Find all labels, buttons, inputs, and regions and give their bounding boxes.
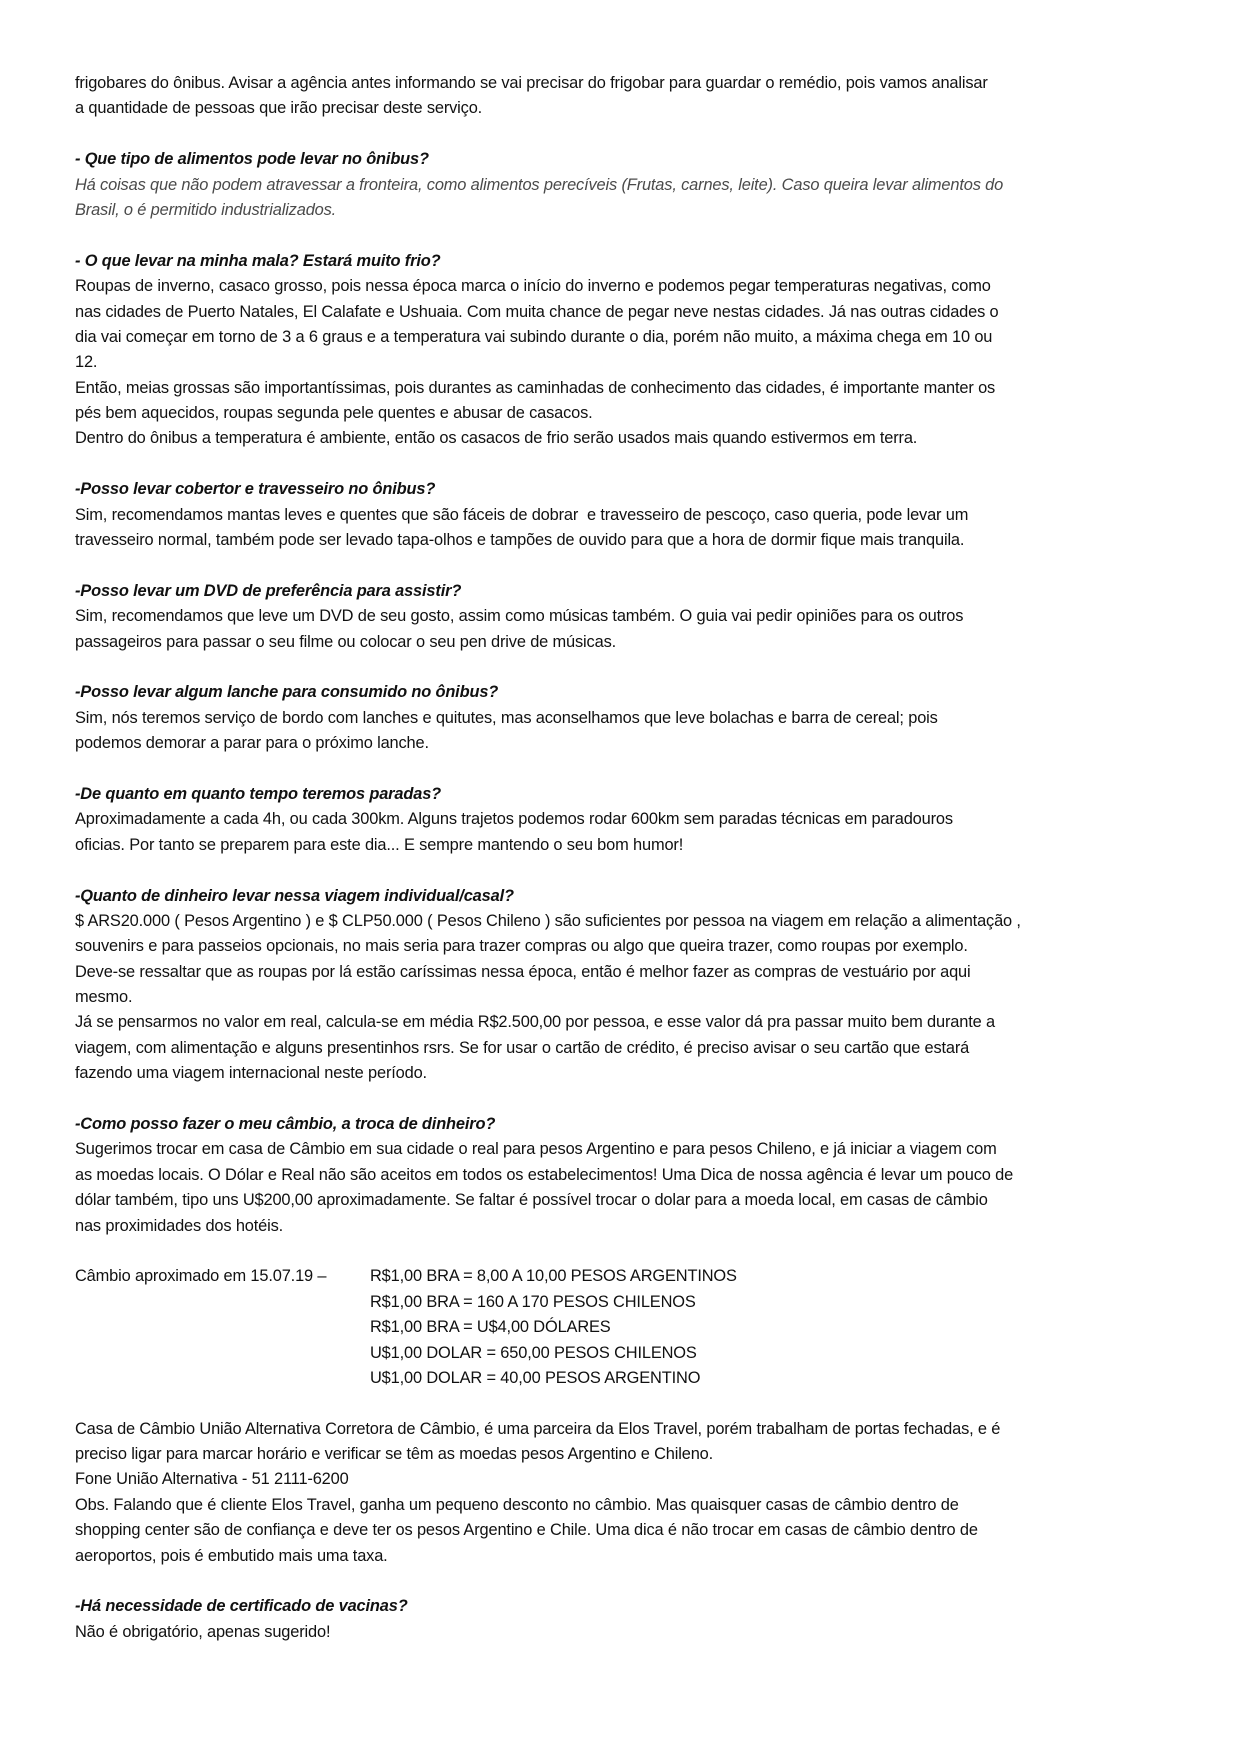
text-line: preciso ligar para marcar horário e verificar se têm as moedas pesos Argentino e Chileno. (75, 1445, 714, 1464)
faq-question: -Posso levar algum lanche para consumido no ônibus? (75, 683, 499, 702)
faq-answer-line: Brasil, o é permitido industrializados. (75, 200, 337, 219)
faq-answer-line: Roupas de inverno, casaco grosso, pois nessa época marca o início do inverno e podemos pegar temperaturas negativas, como (75, 277, 991, 296)
faq-answer-line: Então, meias grossas são importantíssimas, pois durantes as caminhadas de conhecimento das cidades, é importante manter os (75, 378, 996, 397)
faq-answer-line: travesseiro normal, também pode ser levado tapa-olhos e tampões de ouvido para que a hora de dormir fique mais tranquila. (75, 531, 965, 550)
faq-item-snack (75, 680, 1165, 756)
faq-answer-line: nas cidades de Puerto Natales, El Calafate e Ushuaia. Com muita chance de pegar neve nestas cidades. Já nas outras cidades o (75, 302, 999, 321)
faq-answer-line: fazendo uma viagem internacional neste período. (75, 1064, 427, 1083)
exchange-rate-row (75, 1315, 1165, 1340)
phone-line: Fone União Alternativa - 51 2111-6200 (75, 1470, 349, 1489)
faq-item-vaccine (75, 1594, 1165, 1645)
faq-answer-line: Aproximadamente a cada 4h, ou cada 300km. Alguns trajetos podemos rodar 600km sem paradas técnicas em paradouros (75, 810, 953, 829)
text-line: a quantidade de pessoas que irão precisar deste serviço. (75, 99, 483, 118)
faq-answer-line: as moedas locais. O Dólar e Real não são aceitos em todos os estabelecimentos! Uma Dica de nossa agência é levar um pouco de (75, 1165, 1014, 1184)
document-page (75, 71, 1165, 1645)
faq-item-money (75, 884, 1165, 1087)
text-line: Obs. Falando que é cliente Elos Travel, ganha um pequeno desconto no câmbio. Mas quaisquer casas de câmbio dentro de (75, 1495, 959, 1514)
exchange-rates (75, 1264, 1165, 1391)
text-line: frigobares do ônibus. Avisar a agência antes informando se vai precisar do frigobar para guardar o remédio, pois vamos analisar (75, 74, 988, 92)
faq-question: -Quanto de dinheiro levar nessa viagem individual/casal? (75, 886, 514, 905)
intro-paragraph (75, 71, 1165, 122)
faq-question: -De quanto em quanto tempo teremos paradas? (75, 784, 442, 803)
faq-answer-line: pés bem aquecidos, roupas segunda pele quentes e abusar de casacos. (75, 404, 593, 423)
faq-answer-line: Sim, nós teremos serviço de bordo com lanches e quitutes, mas aconselhamos que leve bolachas e barra de cereal; pois (75, 708, 938, 727)
faq-answer-line: dia vai começar em torno de 3 a 6 graus e a temperatura vai subindo durante o dia, porém não muito, a máxima chega em 10 ou (75, 327, 993, 346)
faq-item-luggage (75, 249, 1165, 452)
exchange-rate-row (75, 1264, 1165, 1289)
exchange-rate: R$1,00 BRA = U$4,00 DÓLARES (370, 1318, 611, 1337)
faq-item-exchange (75, 1112, 1165, 1239)
faq-answer-line: nas proximidades dos hotéis. (75, 1216, 284, 1235)
faq-answer-line: oficias. Por tanto se preparem para este dia... E sempre mantendo o seu bom humor! (75, 835, 684, 854)
faq-question: -Há necessidade de certificado de vacinas? (75, 1597, 408, 1616)
exchange-rate: U$1,00 DOLAR = 650,00 PESOS CHILENOS (370, 1343, 697, 1362)
faq-item-dvd (75, 579, 1165, 655)
exchange-rate-row (75, 1366, 1165, 1391)
faq-answer-line: Não é obrigatório, apenas sugerido! (75, 1622, 331, 1641)
exchange-rate-label: Câmbio aproximado em 15.07.19 – (75, 1267, 331, 1286)
faq-question: -Posso levar cobertor e travesseiro no ônibus? (75, 480, 436, 499)
faq-question: -Como posso fazer o meu câmbio, a troca de dinheiro? (75, 1115, 496, 1134)
faq-item-stops (75, 782, 1165, 858)
faq-answer-line: Deve-se ressaltar que as roupas por lá estão caríssimas nessa época, então é melhor fazer as compras de vestuário por aqui (75, 962, 971, 981)
faq-answer-line: podemos demorar a parar para o próximo lanche. (75, 734, 429, 753)
exchange-rate-row (75, 1341, 1165, 1366)
faq-answer-line: Sugerimos trocar em casa de Câmbio em sua cidade o real para pesos Argentino e para pesos Chileno, e já iniciar a viagem com (75, 1140, 997, 1159)
faq-item-blanket (75, 477, 1165, 553)
faq-answer-line: Há coisas que não podem atravessar a fronteira, como alimentos perecíveis (Frutas, carnes, leite). Caso queira levar alimentos do (75, 175, 1004, 194)
faq-question: - Que tipo de alimentos pode levar no ônibus? (75, 150, 429, 169)
faq-answer-line: passageiros para passar o seu filme ou colocar o seu pen drive de músicas. (75, 632, 617, 651)
faq-answer-line: Sim, recomendamos mantas leves e quentes que são fáceis de dobrar e travesseiro de pescoço, caso queria, pode levar um (75, 505, 969, 524)
faq-answer-line: Sim, recomendamos que leve um DVD de seu gosto, assim como músicas também. O guia vai pedir opiniões para os outros (75, 607, 964, 626)
faq-answer-line: souvenirs e para passeios opcionais, no mais seria para trazer compras ou algo que queira trazer, como roupas por exemplo. (75, 937, 968, 956)
text-line: Casa de Câmbio União Alternativa Corretora de Câmbio, é uma parceira da Elos Travel, porém trabalham de portas fechadas, e é (75, 1419, 1001, 1438)
faq-question: -Posso levar um DVD de preferência para assistir? (75, 581, 462, 600)
exchange-rate: U$1,00 DOLAR = 40,00 PESOS ARGENTINO (370, 1368, 701, 1387)
text-line: aeroportos, pois é embutido mais uma taxa. (75, 1546, 388, 1565)
text-line: shopping center são de confiança e deve ter os pesos Argentino e Chile. Uma dica é não trocar em casas de câmbio dentro de (75, 1521, 978, 1540)
exchange-rate: R$1,00 BRA = 8,00 A 10,00 PESOS ARGENTINOS (370, 1267, 737, 1286)
exchange-house-paragraph (75, 1417, 1165, 1569)
faq-answer-line: Dentro do ônibus a temperatura é ambiente, então os casacos de frio serão usados mais quando estivermos em terra. (75, 429, 918, 448)
faq-answer-line: viagem, com alimentação e alguns presentinhos rsrs. Se for usar o cartão de crédito, é preciso avisar o seu cartão que estará (75, 1038, 970, 1057)
exchange-rate-row (75, 1290, 1165, 1315)
exchange-rate: R$1,00 BRA = 160 A 170 PESOS CHILENOS (370, 1292, 696, 1311)
faq-answer-line: Já se pensarmos no valor em real, calcula-se em média R$2.500,00 por pessoa, e esse valor dá pra passar muito bem durante a (75, 1013, 995, 1032)
faq-answer-line: mesmo. (75, 988, 133, 1007)
faq-answer-line: 12. (75, 353, 98, 372)
faq-answer-line: $ ARS20.000 ( Pesos Argentino ) e $ CLP50.000 ( Pesos Chileno ) são suficientes por pessoa na viagem em relação a alimentação , (75, 911, 1021, 930)
faq-answer-line: dólar também, tipo uns U$200,00 aproximadamente. Se faltar é possível trocar o dolar para a moeda local, em casas de câmbio (75, 1191, 988, 1210)
faq-item-food (75, 147, 1165, 223)
faq-question: - O que levar na minha mala? Estará muito frio? (75, 251, 441, 270)
